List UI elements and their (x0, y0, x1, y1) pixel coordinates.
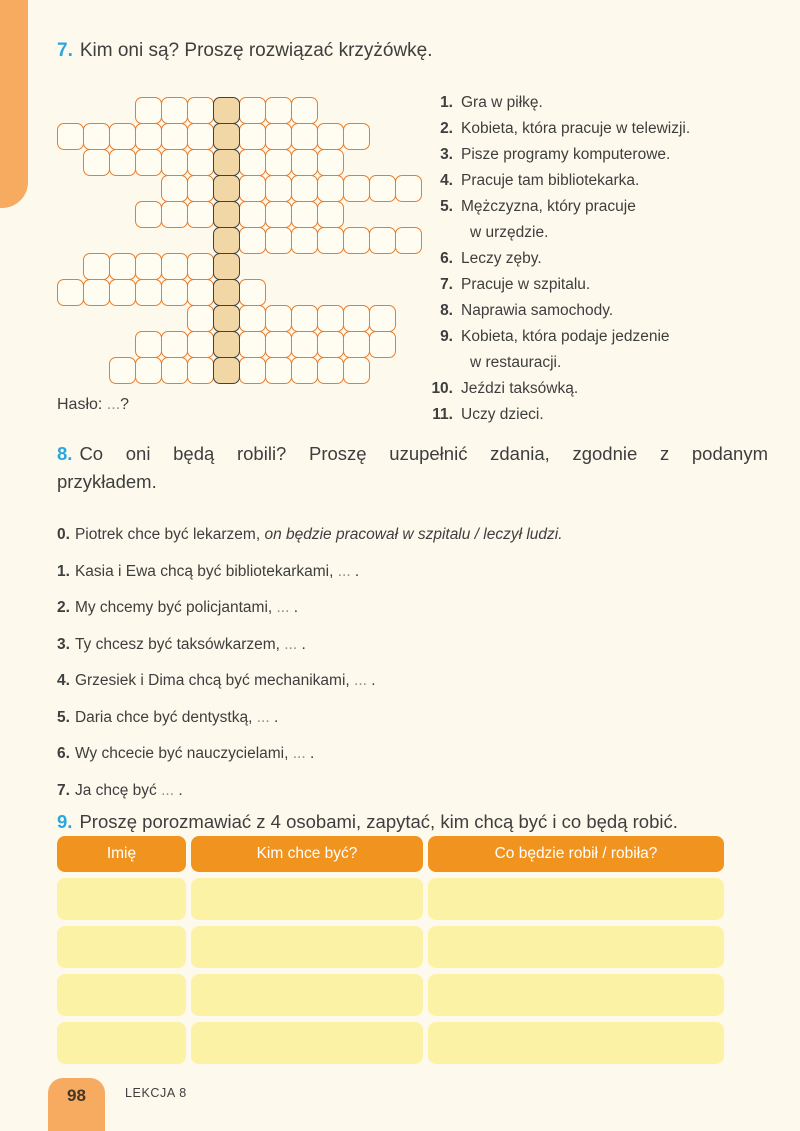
clue-line: Mężczyzna, który pracuje (461, 198, 636, 215)
page-number: 98 (67, 1086, 86, 1105)
table-header-cell: Kim chce być? (191, 836, 423, 872)
item-number: 3. (57, 635, 70, 653)
clue-line: Kobieta, która podaje jedzenie (461, 328, 670, 345)
clue-number: 3. (440, 146, 453, 163)
clue-item (413, 272, 773, 298)
crossword-cell (265, 123, 292, 150)
crossword-cell (291, 305, 318, 332)
exercise8-title-text1: Co oni będą robili? Proszę uzupełnić zdania, zgodnie z podanym (79, 443, 768, 464)
exercise7-title-text: Kim oni są? Proszę rozwiązać krzyżówkę. (79, 40, 433, 61)
clue-line: Pisze programy komputerowe. (461, 146, 671, 163)
crossword-cell (343, 175, 370, 202)
exercise8-item (57, 597, 768, 619)
crossword-cell (135, 97, 162, 124)
table-row (57, 878, 724, 920)
crossword-cell (187, 149, 214, 176)
item-tail: . (269, 708, 279, 726)
crossword-cell (187, 331, 214, 358)
crossword-cell (161, 357, 188, 384)
crossword-highlight-cell (213, 123, 240, 150)
table-cell (57, 926, 186, 968)
crossword-cell (109, 279, 136, 306)
crossword-cell (135, 253, 162, 280)
crossword-highlight-cell (213, 97, 240, 124)
item-tail: . (174, 781, 183, 799)
crossword-cell (187, 305, 214, 332)
item-ellipsis: ... (276, 599, 290, 616)
item-tail: . (297, 635, 306, 653)
crossword-cell (187, 279, 214, 306)
exercise8-item (57, 707, 768, 729)
crossword-cell (343, 357, 370, 384)
item-number: 0. (57, 526, 70, 543)
item-tail: . (289, 599, 299, 616)
crossword-cell (109, 123, 136, 150)
crossword-cell (291, 149, 318, 176)
clue-text (461, 116, 690, 142)
crossword-cell (187, 123, 214, 150)
crossword-cell (83, 149, 110, 176)
exercise8-title (57, 440, 768, 496)
clue-number: 1. (440, 94, 453, 111)
crossword-cell (369, 175, 396, 202)
clue-item (413, 168, 773, 194)
crossword-highlight-cell (213, 201, 240, 228)
password-label: Hasło: (57, 396, 103, 413)
crossword-cell (161, 175, 188, 202)
crossword-cell (109, 357, 136, 384)
item-text: Daria chce być dentystką, (74, 708, 257, 726)
crossword-cell (187, 357, 214, 384)
clue-line: w restauracji. (470, 354, 562, 371)
item-number: 7. (57, 781, 70, 799)
crossword-cell (265, 305, 292, 332)
clue-line: Pracuje w szpitalu. (461, 276, 591, 293)
crossword-cell (161, 279, 188, 306)
crossword-cell (317, 305, 344, 332)
table-cell (57, 1022, 186, 1064)
item-ellipsis: ... (256, 708, 270, 726)
crossword-cell (291, 201, 318, 228)
item-tail: . (305, 745, 315, 762)
table-cell (191, 974, 423, 1016)
crossword-cell (161, 123, 188, 150)
item-tail: . (366, 672, 376, 689)
clue-item (413, 246, 773, 272)
crossword-cell (317, 201, 344, 228)
clue-number: 2. (440, 120, 453, 137)
crossword-cell (83, 123, 110, 150)
crossword-cell (135, 123, 162, 150)
password-dots: ... (102, 396, 121, 413)
item-text: Wy chcecie być nauczycielami, (74, 745, 293, 762)
clue-item (413, 376, 773, 402)
crossword-cell (161, 331, 188, 358)
crossword-cell (187, 201, 214, 228)
crossword-cell (239, 357, 266, 384)
left-accent-bar (0, 0, 28, 208)
clue-number: 10. (431, 380, 453, 397)
crossword-cell (317, 123, 344, 150)
exercise8-item (57, 780, 768, 802)
clue-number: 11. (432, 406, 453, 423)
crossword-cell (239, 331, 266, 358)
crossword-cell (265, 175, 292, 202)
table-header-cell: Co będzie robił / robiła? (428, 836, 724, 872)
crossword-highlight-cell (213, 227, 240, 254)
clue-text (461, 272, 590, 298)
crossword-cell (239, 97, 266, 124)
item-number: 5. (57, 708, 70, 726)
lesson-label: LEKCJA 8 (125, 1086, 187, 1100)
clue-item (413, 194, 773, 246)
crossword-cell (161, 97, 188, 124)
clue-number: 5. (440, 198, 453, 215)
crossword-highlight-cell (213, 175, 240, 202)
clue-line: Uczy dzieci. (461, 406, 544, 423)
crossword-cell (317, 331, 344, 358)
item-italic-text: on będzie pracował w szpitalu / leczył ludzi. (264, 526, 563, 543)
clue-number: 7. (440, 276, 453, 293)
clue-text (461, 142, 670, 168)
table-cell (428, 926, 724, 968)
crossword-cell (57, 279, 84, 306)
exercise8-item-list (57, 524, 768, 816)
clue-item (413, 402, 773, 428)
crossword-cell (317, 149, 344, 176)
crossword-cell (265, 97, 292, 124)
clue-item (413, 142, 773, 168)
item-ellipsis: ... (292, 745, 306, 762)
table-row (57, 1022, 724, 1064)
crossword-cell (83, 279, 110, 306)
crossword-cell (239, 175, 266, 202)
clue-line: Pracuje tam bibliotekarka. (461, 172, 640, 189)
clue-number: 9. (440, 328, 453, 345)
crossword-cell (187, 175, 214, 202)
crossword-highlight-cell (213, 331, 240, 358)
clue-text (461, 324, 670, 376)
exercise8-item (57, 670, 768, 692)
crossword-cell (135, 357, 162, 384)
crossword-cell (291, 227, 318, 254)
exercise7-title (57, 38, 757, 64)
crossword-highlight-cell (213, 253, 240, 280)
crossword-cell (343, 305, 370, 332)
clue-line: Kobieta, która pracuje w telewizji. (461, 120, 691, 137)
item-text: Ja chcę być (74, 781, 162, 799)
password-line (57, 396, 129, 414)
item-text: My chcemy być policjantami, (74, 599, 277, 616)
crossword-grid (57, 97, 425, 387)
clue-line: Jeździ taksówką. (461, 380, 579, 397)
exercise8-item (57, 743, 768, 765)
crossword-cell (161, 253, 188, 280)
table-cell (57, 878, 186, 920)
clue-text (461, 168, 639, 194)
clue-text (461, 194, 636, 246)
item-ellipsis: ... (161, 781, 175, 799)
item-ellipsis: ... (284, 635, 298, 653)
table-cell (191, 1022, 423, 1064)
survey-table (57, 836, 724, 1070)
exercise7-number: 7. (57, 40, 73, 61)
table-cell (191, 926, 423, 968)
clue-item (413, 324, 773, 376)
item-ellipsis: ... (337, 562, 351, 580)
exercise8-item (57, 561, 768, 583)
exercise8-number: 8. (57, 443, 73, 464)
crossword-cell (187, 253, 214, 280)
table-header-cell: Imię (57, 836, 186, 872)
crossword-cell (135, 331, 162, 358)
clue-text (461, 402, 544, 428)
exercise8-item (57, 524, 768, 546)
crossword-cell (343, 227, 370, 254)
crossword-cell (343, 331, 370, 358)
crossword-cell (57, 123, 84, 150)
table-cell (191, 878, 423, 920)
crossword-highlight-cell (213, 305, 240, 332)
crossword-cell (343, 123, 370, 150)
table-row (57, 974, 724, 1016)
clue-line: w urzędzie. (470, 224, 549, 241)
crossword-cell (109, 149, 136, 176)
table-body (57, 878, 724, 1064)
exercise9-title (57, 810, 772, 834)
clue-line: Leczy zęby. (461, 250, 542, 267)
crossword-cell (83, 253, 110, 280)
crossword-cell (239, 227, 266, 254)
crossword-cell (187, 97, 214, 124)
clue-list (413, 90, 773, 428)
crossword-cell (239, 279, 266, 306)
item-tail: . (350, 562, 360, 580)
table-cell (57, 974, 186, 1016)
clue-item (413, 116, 773, 142)
crossword-cell (135, 201, 162, 228)
crossword-cell (291, 97, 318, 124)
table-cell (428, 974, 724, 1016)
clue-number: 6. (440, 250, 453, 267)
item-text: Ty chcesz być taksówkarzem, (74, 635, 285, 653)
crossword-cell (291, 175, 318, 202)
clue-text (461, 90, 543, 116)
crossword-cell (135, 149, 162, 176)
exercise9-title-text: Proszę porozmawiać z 4 osobami, zapytać, kim chcą być i co będą robić. (79, 811, 678, 832)
page-number-badge (48, 1078, 105, 1131)
crossword-cell (239, 123, 266, 150)
table-header-row (57, 836, 724, 872)
item-number: 4. (57, 672, 70, 689)
item-number: 1. (57, 562, 70, 580)
item-text: Piotrek chce być lekarzem, (74, 526, 265, 543)
crossword-cell (369, 305, 396, 332)
crossword-highlight-cell (213, 279, 240, 306)
item-text: Grzesiek i Dima chcą być mechanikami, (74, 672, 355, 689)
crossword-cell (239, 149, 266, 176)
crossword-cell (317, 357, 344, 384)
crossword-cell (291, 357, 318, 384)
clue-text (461, 376, 578, 402)
crossword-cell (109, 253, 136, 280)
crossword-cell (369, 227, 396, 254)
crossword-cell (161, 201, 188, 228)
crossword-cell (317, 227, 344, 254)
table-row (57, 926, 724, 968)
crossword-cell (265, 149, 292, 176)
crossword-cell (317, 175, 344, 202)
clue-number: 8. (440, 302, 453, 319)
clue-item (413, 298, 773, 324)
table-cell (428, 878, 724, 920)
table-cell (428, 1022, 724, 1064)
crossword-cell (239, 305, 266, 332)
password-question-mark: ? (120, 396, 130, 413)
clue-line: Gra w piłkę. (461, 94, 543, 111)
crossword-cell (291, 123, 318, 150)
exercise8-title-line2: przykładem. (57, 471, 157, 492)
clue-line: Naprawia samochody. (461, 302, 614, 319)
item-number: 2. (57, 599, 70, 616)
crossword-cell (239, 201, 266, 228)
exercise8-item (57, 634, 768, 656)
crossword-highlight-cell (213, 357, 240, 384)
item-number: 6. (57, 745, 70, 762)
crossword-cell (161, 149, 188, 176)
exercise9-number: 9. (57, 811, 73, 832)
clue-number: 4. (440, 172, 453, 189)
crossword-cell (265, 227, 292, 254)
crossword-cell (291, 331, 318, 358)
crossword-cell (265, 201, 292, 228)
crossword-cell (135, 279, 162, 306)
crossword-highlight-cell (213, 149, 240, 176)
crossword-cell (265, 331, 292, 358)
clue-text (461, 246, 542, 272)
exercise8-title-line1 (57, 440, 768, 468)
item-ellipsis: ... (354, 672, 367, 689)
clue-text (461, 298, 613, 324)
crossword-cell (369, 331, 396, 358)
item-text: Kasia i Ewa chcą być bibliotekarkami, (74, 562, 338, 580)
crossword-cell (265, 357, 292, 384)
clue-item (413, 90, 773, 116)
